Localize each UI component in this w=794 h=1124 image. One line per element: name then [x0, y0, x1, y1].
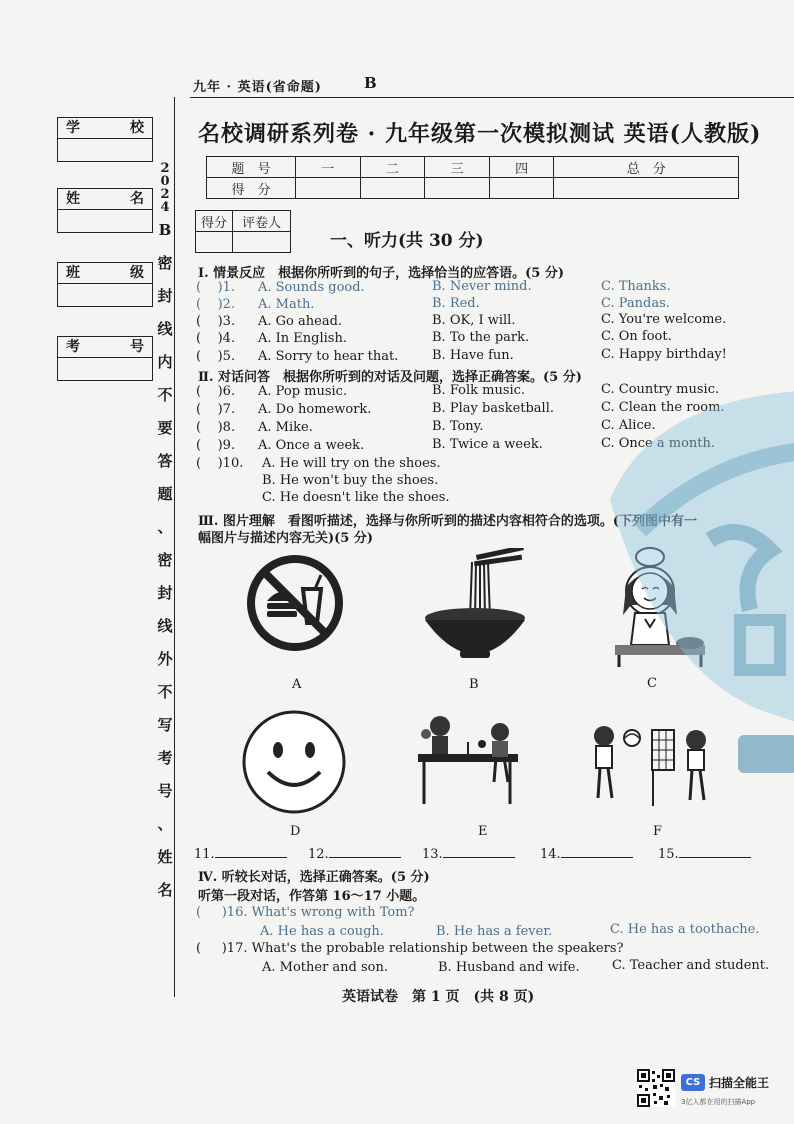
paper-version: B: [364, 74, 377, 92]
part3-heading-cont: 幅图片与描述内容无关)(5 分): [198, 531, 374, 546]
header-rule: [190, 97, 794, 98]
answer-blank[interactable]: 13.: [422, 847, 515, 862]
year-vertical: 2 0 2 4: [160, 161, 170, 215]
page-footer: 英语试卷 第 1 页 (共 8 页): [342, 989, 535, 1005]
list-item: ( )10.: [196, 456, 244, 471]
school-field: 学 校: [57, 117, 153, 162]
section-title: 一、听力(共 30 分): [330, 231, 484, 251]
scanner-app-name: 扫描全能王: [709, 1076, 770, 1090]
list-item: ( )1.: [196, 280, 236, 295]
scanner-app-slogan: 3亿人都在用的扫描App: [681, 1098, 756, 1106]
part3-heading: Ⅲ. 图片理解 看图听描述，选择与你所听到的描述内容相符合的选项。(下列图中有一: [198, 514, 698, 529]
list-item: ( )3.: [196, 314, 236, 329]
part2-heading: Ⅱ. 对话问答 根据你所听到的对话及问题，选择正确答案。(5 分): [198, 370, 582, 385]
list-item: ( )8.: [196, 420, 236, 435]
grader-box: 得分 评卷人: [195, 210, 291, 253]
list-item: ( )2.: [196, 297, 236, 312]
answer-blank[interactable]: 11.: [194, 847, 287, 862]
name-field: 姓 名: [57, 188, 153, 233]
part1-heading: Ⅰ. 情景反应 根据你所听到的句子，选择恰当的应答语。(5 分): [198, 266, 565, 281]
part4-heading: Ⅳ. 听较长对话，选择正确答案。(5 分): [198, 870, 430, 885]
table-tennis-icon: [410, 712, 528, 812]
part4-intro: 听第一段对话，作答第 16～17 小题。: [198, 889, 426, 904]
running-header: 九年 · 英语(省命题): [193, 80, 322, 95]
list-item: ( )4.: [196, 331, 236, 346]
watermark-logo: [590, 380, 794, 800]
answer-blank[interactable]: 14.: [540, 847, 633, 862]
answer-blank[interactable]: 15.: [658, 847, 751, 862]
picture-label-a: A: [292, 677, 302, 692]
qr-code-icon: [637, 1069, 675, 1107]
answer-blank[interactable]: 12.: [308, 847, 401, 862]
picture-label-d: D: [290, 824, 301, 839]
picture-label-b: B: [469, 677, 479, 692]
list-item: ( )5.: [196, 349, 236, 364]
picture-label-e: E: [478, 824, 488, 839]
list-item: ( )6.: [196, 384, 236, 399]
score-table: 题 号 一 二 三 四 总 分 得 分: [206, 156, 739, 199]
exam-title: 名校调研系列卷 · 九年级第一次模拟测试 英语(人教版): [198, 121, 762, 147]
class-field: 班 级: [57, 262, 153, 307]
list-item: ( )9.: [196, 438, 236, 453]
picture-label-f: F: [653, 824, 663, 839]
list-item: ( )16. What's wrong with Tom?: [196, 905, 415, 920]
list-item: ( )7.: [196, 402, 236, 417]
camscanner-logo-icon: CS: [681, 1074, 705, 1091]
picture-label-c: C: [647, 676, 657, 691]
smiley-face-icon: [240, 708, 348, 816]
seal-line-notice: B 密 封 线 内 不 要 答 题 、 密 封 线 外 不 写 考 号 、 姓 名: [157, 221, 173, 899]
no-fast-food-icon: [245, 553, 345, 653]
list-item: ( )17. What's the probable relationship between the speakers?: [196, 941, 624, 956]
noodle-bowl-icon: [420, 548, 530, 663]
exam-number-field: 考 号: [57, 336, 153, 381]
